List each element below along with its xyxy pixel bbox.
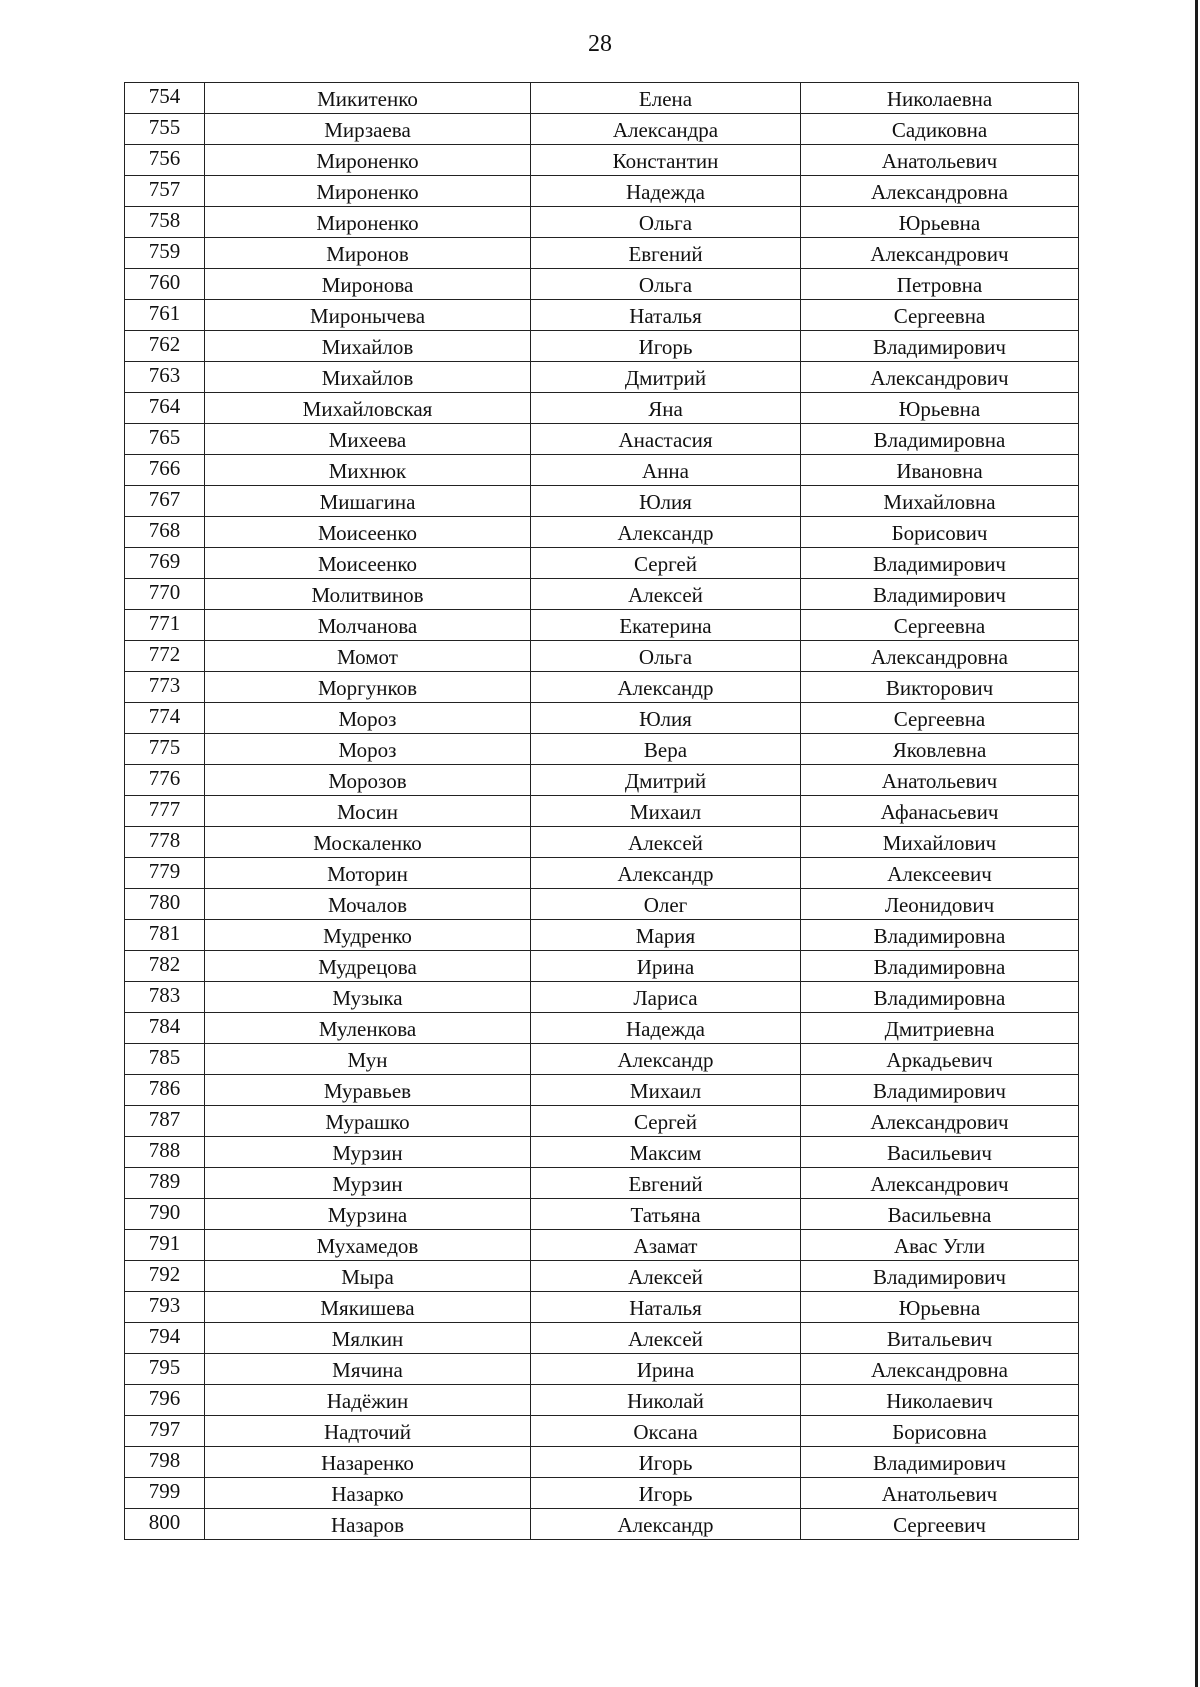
row-number: 799 — [125, 1478, 205, 1509]
last-name: Мудрецова — [205, 951, 531, 982]
names-table-body — [125, 83, 1079, 1540]
table-row — [125, 641, 1079, 672]
last-name: Моисеенко — [205, 548, 531, 579]
first-name: Наталья — [531, 1292, 801, 1323]
table-row — [125, 486, 1079, 517]
table-row — [125, 1261, 1079, 1292]
row-number: 790 — [125, 1199, 205, 1230]
last-name: Мишагина — [205, 486, 531, 517]
table-row — [125, 1075, 1079, 1106]
patronymic: Ивановна — [801, 455, 1079, 486]
first-name: Наталья — [531, 300, 801, 331]
last-name: Мурзина — [205, 1199, 531, 1230]
row-number: 756 — [125, 145, 205, 176]
first-name: Алексей — [531, 1323, 801, 1354]
row-number: 791 — [125, 1230, 205, 1261]
last-name: Мосин — [205, 796, 531, 827]
last-name: Мыра — [205, 1261, 531, 1292]
row-number: 771 — [125, 610, 205, 641]
table-row — [125, 145, 1079, 176]
last-name: Момот — [205, 641, 531, 672]
table-row — [125, 362, 1079, 393]
row-number: 770 — [125, 579, 205, 610]
last-name: Морозов — [205, 765, 531, 796]
first-name: Максим — [531, 1137, 801, 1168]
row-number: 772 — [125, 641, 205, 672]
row-number: 768 — [125, 517, 205, 548]
table-row — [125, 827, 1079, 858]
table-row — [125, 982, 1079, 1013]
first-name: Алексей — [531, 579, 801, 610]
table-row — [125, 1137, 1079, 1168]
first-name: Татьяна — [531, 1199, 801, 1230]
row-number: 797 — [125, 1416, 205, 1447]
first-name: Сергей — [531, 1106, 801, 1137]
patronymic: Сергеевна — [801, 300, 1079, 331]
last-name: Миронова — [205, 269, 531, 300]
table-row — [125, 1013, 1079, 1044]
patronymic: Юрьевна — [801, 207, 1079, 238]
patronymic: Михайловна — [801, 486, 1079, 517]
last-name: Надёжин — [205, 1385, 531, 1416]
table-row — [125, 951, 1079, 982]
patronymic: Владимирович — [801, 1075, 1079, 1106]
patronymic: Садиковна — [801, 114, 1079, 145]
row-number: 759 — [125, 238, 205, 269]
patronymic: Александровна — [801, 1354, 1079, 1385]
last-name: Мун — [205, 1044, 531, 1075]
last-name: Мялкин — [205, 1323, 531, 1354]
first-name: Александр — [531, 1044, 801, 1075]
patronymic: Анатольевич — [801, 1478, 1079, 1509]
first-name: Александр — [531, 1509, 801, 1540]
row-number: 780 — [125, 889, 205, 920]
scan-edge-line — [1195, 0, 1198, 1687]
last-name: Мирзаева — [205, 114, 531, 145]
last-name: Назаров — [205, 1509, 531, 1540]
last-name: Мороз — [205, 703, 531, 734]
patronymic: Васильевна — [801, 1199, 1079, 1230]
table-row — [125, 1478, 1079, 1509]
row-number: 764 — [125, 393, 205, 424]
first-name: Яна — [531, 393, 801, 424]
last-name: Мироненко — [205, 176, 531, 207]
table-row — [125, 424, 1079, 455]
table-row — [125, 114, 1079, 145]
last-name: Музыка — [205, 982, 531, 1013]
patronymic: Анатольевич — [801, 765, 1079, 796]
page-number: 28 — [588, 31, 612, 57]
patronymic: Владимирович — [801, 1261, 1079, 1292]
table-row — [125, 1385, 1079, 1416]
last-name: Михайловская — [205, 393, 531, 424]
table-row — [125, 1044, 1079, 1075]
table-row — [125, 1106, 1079, 1137]
row-number: 758 — [125, 207, 205, 238]
patronymic: Авас Угли — [801, 1230, 1079, 1261]
patronymic: Владимирович — [801, 548, 1079, 579]
first-name: Юлия — [531, 486, 801, 517]
last-name: Молитвинов — [205, 579, 531, 610]
table-row — [125, 238, 1079, 269]
patronymic: Юрьевна — [801, 393, 1079, 424]
patronymic: Сергеевич — [801, 1509, 1079, 1540]
table-row — [125, 920, 1079, 951]
first-name: Евгений — [531, 238, 801, 269]
row-number: 767 — [125, 486, 205, 517]
last-name: Назаренко — [205, 1447, 531, 1478]
table-row — [125, 1416, 1079, 1447]
table-row — [125, 269, 1079, 300]
first-name: Юлия — [531, 703, 801, 734]
row-number: 785 — [125, 1044, 205, 1075]
first-name: Сергей — [531, 548, 801, 579]
patronymic: Викторович — [801, 672, 1079, 703]
last-name: Мякишева — [205, 1292, 531, 1323]
table-row — [125, 889, 1079, 920]
table-row — [125, 1292, 1079, 1323]
row-number: 766 — [125, 455, 205, 486]
last-name: Мироненко — [205, 145, 531, 176]
first-name: Ольга — [531, 269, 801, 300]
patronymic: Владимирович — [801, 1447, 1079, 1478]
patronymic: Николаевич — [801, 1385, 1079, 1416]
first-name: Игорь — [531, 331, 801, 362]
table-row — [125, 1323, 1079, 1354]
patronymic: Яковлевна — [801, 734, 1079, 765]
row-number: 787 — [125, 1106, 205, 1137]
row-number: 793 — [125, 1292, 205, 1323]
first-name: Азамат — [531, 1230, 801, 1261]
last-name: Мироненко — [205, 207, 531, 238]
first-name: Надежда — [531, 1013, 801, 1044]
row-number: 789 — [125, 1168, 205, 1199]
patronymic: Александровна — [801, 176, 1079, 207]
patronymic: Алексеевич — [801, 858, 1079, 889]
first-name: Елена — [531, 83, 801, 114]
row-number: 754 — [125, 83, 205, 114]
row-number: 757 — [125, 176, 205, 207]
last-name: Мочалов — [205, 889, 531, 920]
table-row — [125, 1509, 1079, 1540]
row-number: 762 — [125, 331, 205, 362]
table-row — [125, 176, 1079, 207]
row-number: 769 — [125, 548, 205, 579]
row-number: 792 — [125, 1261, 205, 1292]
row-number: 775 — [125, 734, 205, 765]
first-name: Александр — [531, 672, 801, 703]
patronymic: Владимировна — [801, 424, 1079, 455]
first-name: Ольга — [531, 641, 801, 672]
last-name: Миронов — [205, 238, 531, 269]
patronymic: Анатольевич — [801, 145, 1079, 176]
patronymic: Афанасьевич — [801, 796, 1079, 827]
row-number: 779 — [125, 858, 205, 889]
row-number: 777 — [125, 796, 205, 827]
first-name: Николай — [531, 1385, 801, 1416]
table-row — [125, 300, 1079, 331]
first-name: Анастасия — [531, 424, 801, 455]
row-number: 788 — [125, 1137, 205, 1168]
first-name: Лариса — [531, 982, 801, 1013]
patronymic: Леонидович — [801, 889, 1079, 920]
patronymic: Васильевич — [801, 1137, 1079, 1168]
table-row — [125, 393, 1079, 424]
last-name: Михеева — [205, 424, 531, 455]
patronymic: Александровна — [801, 641, 1079, 672]
row-number: 773 — [125, 672, 205, 703]
last-name: Микитенко — [205, 83, 531, 114]
patronymic: Александрович — [801, 238, 1079, 269]
patronymic: Владимирович — [801, 579, 1079, 610]
table-row — [125, 579, 1079, 610]
patronymic: Сергеевна — [801, 703, 1079, 734]
row-number: 776 — [125, 765, 205, 796]
patronymic: Владимировна — [801, 982, 1079, 1013]
first-name: Олег — [531, 889, 801, 920]
last-name: Мурзин — [205, 1168, 531, 1199]
table-row — [125, 1354, 1079, 1385]
last-name: Мороз — [205, 734, 531, 765]
last-name: Надточий — [205, 1416, 531, 1447]
first-name: Вера — [531, 734, 801, 765]
patronymic: Сергеевна — [801, 610, 1079, 641]
row-number: 755 — [125, 114, 205, 145]
first-name: Дмитрий — [531, 362, 801, 393]
table-row — [125, 858, 1079, 889]
patronymic: Александрович — [801, 1106, 1079, 1137]
table-row — [125, 331, 1079, 362]
first-name: Константин — [531, 145, 801, 176]
row-number: 796 — [125, 1385, 205, 1416]
first-name: Оксана — [531, 1416, 801, 1447]
patronymic: Владимировна — [801, 951, 1079, 982]
row-number: 783 — [125, 982, 205, 1013]
first-name: Михаил — [531, 796, 801, 827]
patronymic: Витальевич — [801, 1323, 1079, 1354]
names-table — [124, 82, 1079, 1540]
table-row — [125, 672, 1079, 703]
patronymic: Николаевна — [801, 83, 1079, 114]
first-name: Игорь — [531, 1478, 801, 1509]
table-row — [125, 517, 1079, 548]
last-name: Молчанова — [205, 610, 531, 641]
patronymic: Михайлович — [801, 827, 1079, 858]
table-row — [125, 1168, 1079, 1199]
patronymic: Петровна — [801, 269, 1079, 300]
table-row — [125, 548, 1079, 579]
last-name: Мухамедов — [205, 1230, 531, 1261]
last-name: Михайлов — [205, 331, 531, 362]
last-name: Назарко — [205, 1478, 531, 1509]
last-name: Миронычева — [205, 300, 531, 331]
first-name: Евгений — [531, 1168, 801, 1199]
first-name: Игорь — [531, 1447, 801, 1478]
row-number: 765 — [125, 424, 205, 455]
first-name: Александра — [531, 114, 801, 145]
table-row — [125, 207, 1079, 238]
row-number: 778 — [125, 827, 205, 858]
patronymic: Владимировна — [801, 920, 1079, 951]
table-row — [125, 734, 1079, 765]
row-number: 795 — [125, 1354, 205, 1385]
last-name: Мудренко — [205, 920, 531, 951]
table-row — [125, 83, 1079, 114]
patronymic: Дмитриевна — [801, 1013, 1079, 1044]
row-number: 786 — [125, 1075, 205, 1106]
last-name: Москаленко — [205, 827, 531, 858]
patronymic: Борисович — [801, 517, 1079, 548]
table-row — [125, 703, 1079, 734]
first-name: Анна — [531, 455, 801, 486]
patronymic: Борисовна — [801, 1416, 1079, 1447]
patronymic: Александрович — [801, 362, 1079, 393]
first-name: Ирина — [531, 1354, 801, 1385]
first-name: Ольга — [531, 207, 801, 238]
row-number: 761 — [125, 300, 205, 331]
row-number: 798 — [125, 1447, 205, 1478]
table-row — [125, 796, 1079, 827]
last-name: Муравьев — [205, 1075, 531, 1106]
row-number: 774 — [125, 703, 205, 734]
table-row — [125, 1447, 1079, 1478]
first-name: Мария — [531, 920, 801, 951]
row-number: 763 — [125, 362, 205, 393]
first-name: Екатерина — [531, 610, 801, 641]
row-number: 781 — [125, 920, 205, 951]
last-name: Михайлов — [205, 362, 531, 393]
patronymic: Юрьевна — [801, 1292, 1079, 1323]
last-name: Муленкова — [205, 1013, 531, 1044]
last-name: Моргунков — [205, 672, 531, 703]
patronymic: Владимирович — [801, 331, 1079, 362]
table-row — [125, 455, 1079, 486]
first-name: Алексей — [531, 1261, 801, 1292]
first-name: Александр — [531, 517, 801, 548]
row-number: 784 — [125, 1013, 205, 1044]
table-row — [125, 1199, 1079, 1230]
first-name: Александр — [531, 858, 801, 889]
table-row — [125, 610, 1079, 641]
first-name: Михаил — [531, 1075, 801, 1106]
last-name: Михнюк — [205, 455, 531, 486]
patronymic: Александрович — [801, 1168, 1079, 1199]
row-number: 800 — [125, 1509, 205, 1540]
table-row — [125, 1230, 1079, 1261]
first-name: Надежда — [531, 176, 801, 207]
row-number: 782 — [125, 951, 205, 982]
table-row — [125, 765, 1079, 796]
first-name: Дмитрий — [531, 765, 801, 796]
first-name: Ирина — [531, 951, 801, 982]
last-name: Мячина — [205, 1354, 531, 1385]
first-name: Алексей — [531, 827, 801, 858]
last-name: Моторин — [205, 858, 531, 889]
patronymic: Аркадьевич — [801, 1044, 1079, 1075]
row-number: 794 — [125, 1323, 205, 1354]
last-name: Мурзин — [205, 1137, 531, 1168]
row-number: 760 — [125, 269, 205, 300]
last-name: Моисеенко — [205, 517, 531, 548]
last-name: Мурашко — [205, 1106, 531, 1137]
